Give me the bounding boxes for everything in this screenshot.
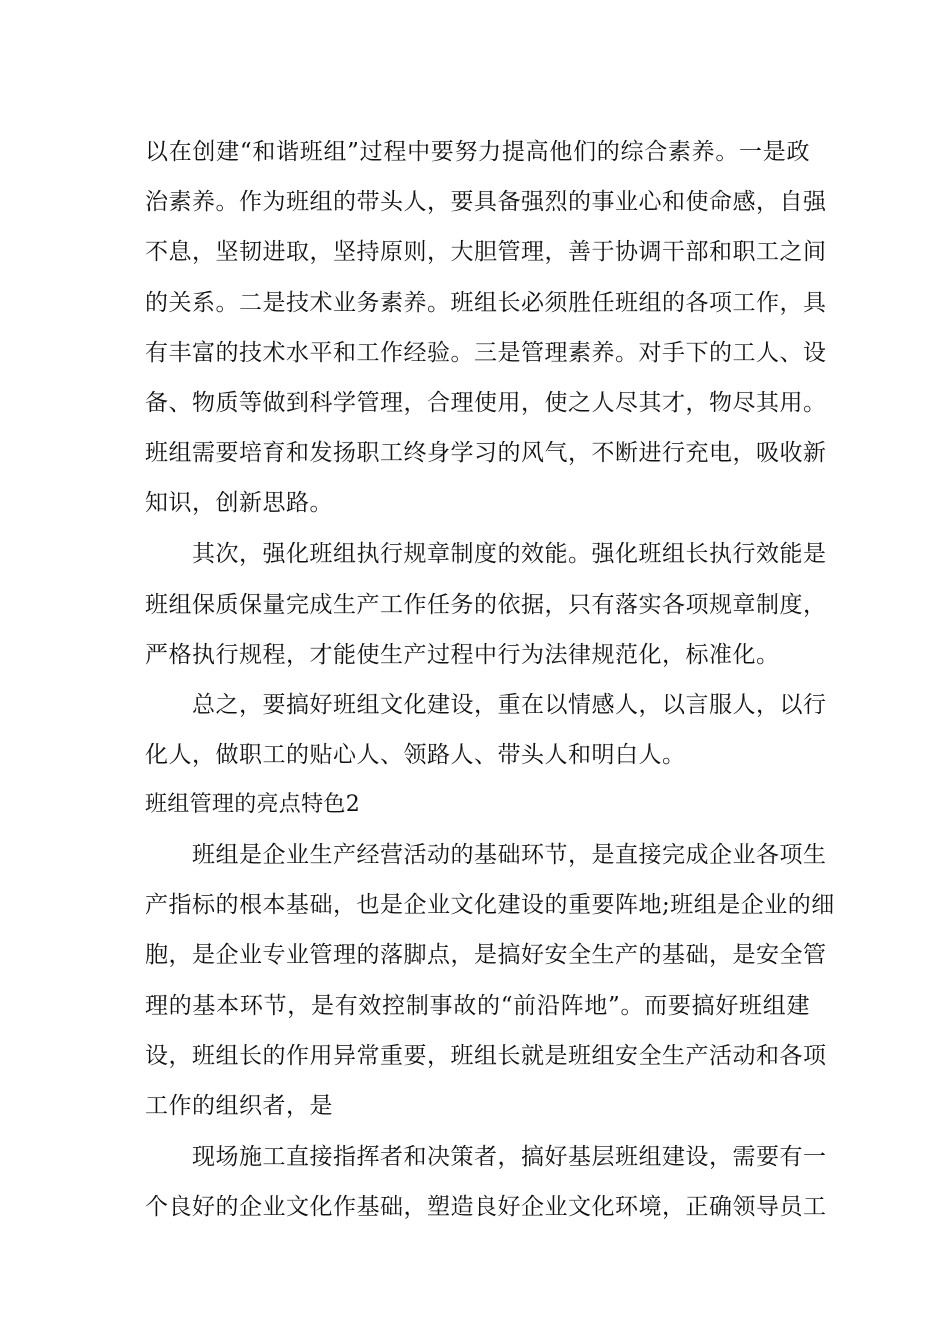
text-line: 不息，坚韧进取，坚持原则，大胆管理，善于协调干部和职工之间 xyxy=(145,239,827,265)
text-line: 理的基本环节，是有效控制事故的“前沿阵地”。而要搞好班组建 xyxy=(145,993,810,1019)
text-line: 知识，创新思路。 xyxy=(145,490,333,516)
text-line: 总之，要搞好班组文化建设，重在以情感人，以言服人，以行 xyxy=(192,692,827,718)
text-line: 以在创建“和谐班组”过程中要努力提高他们的综合素养。一是政 xyxy=(145,139,810,165)
text-line: 化人，做职工的贴心人、领路人、带头人和明白人。 xyxy=(145,742,686,768)
text-line: 严格执行规程，才能使生产过程中行为法律规范化，标准化。 xyxy=(145,642,780,668)
text-line: 有丰富的技术水平和工作经验。三是管理素养。对手下的工人、设 xyxy=(145,340,827,366)
text-line: 现场施工直接指挥者和决策者，搞好基层班组建设，需要有一 xyxy=(192,1144,827,1170)
text-line: 产指标的根本基础，也是企业文化建设的重要阵地;班组是企业的细 xyxy=(145,892,835,918)
text-line: 治素养。作为班组的带头人，要具备强烈的事业心和使命感，自强 xyxy=(145,189,827,215)
text-line: 班组是企业生产经营活动的基础环节，是直接完成企业各项生 xyxy=(192,842,827,868)
text-line: 班组保质保量完成生产工作任务的依据，只有落实各项规章制度， xyxy=(145,592,827,618)
text-line: 工作的组织者，是 xyxy=(145,1093,333,1119)
text-line: 的关系。二是技术业务素养。班组长必须胜任班组的各项工作，具 xyxy=(145,290,827,316)
text-line: 个良好的企业文化作基础，塑造良好企业文化环境，正确领导员工 xyxy=(145,1194,827,1220)
text-line: 其次，强化班组执行规章制度的效能。强化班组长执行效能是 xyxy=(192,541,827,567)
text-line: 设，班组长的作用异常重要，班组长就是班组安全生产活动和各项 xyxy=(145,1043,827,1069)
text-line: 班组需要培育和发扬职工终身学习的风气，不断进行充电，吸收新 xyxy=(145,440,827,466)
text-line: 胞，是企业专业管理的落脚点，是搞好安全生产的基础，是安全管 xyxy=(145,942,827,968)
text-line: 备、物质等做到科学管理，合理使用，使之人尽其才，物尽其用。 xyxy=(145,390,827,416)
section-heading: 班组管理的亮点特色2 xyxy=(145,792,360,817)
